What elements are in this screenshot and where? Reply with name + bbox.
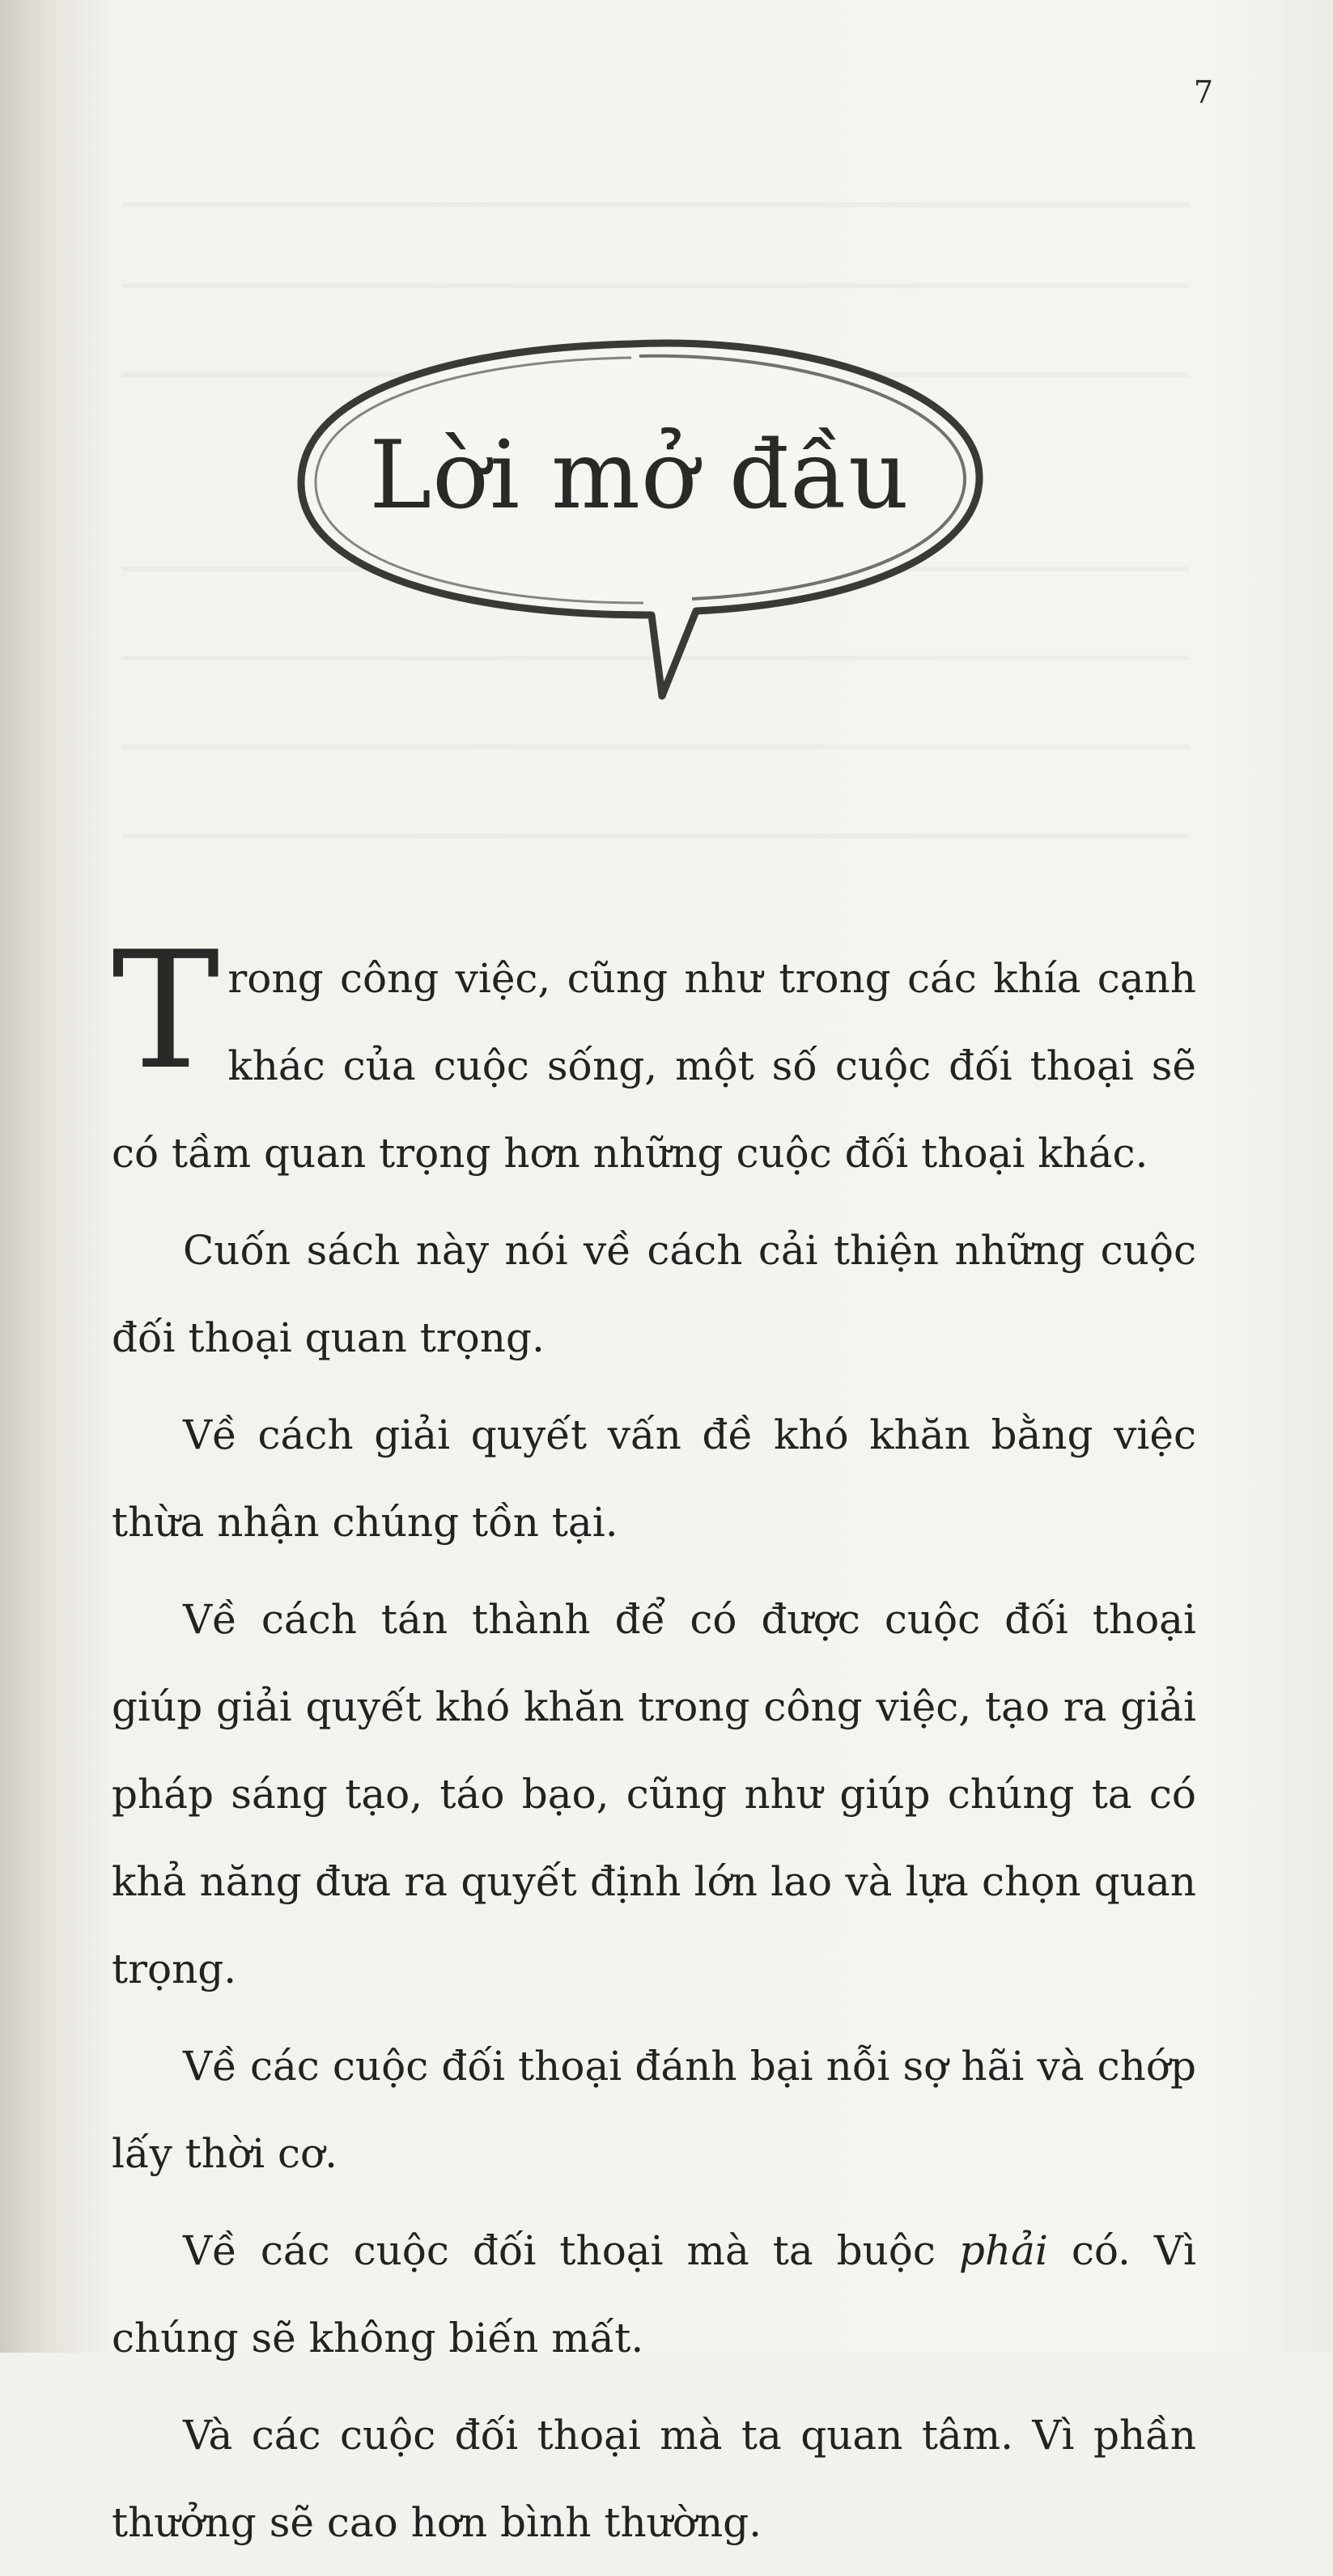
body-text	[112, 917, 1197, 2576]
paragraph-6	[112, 2207, 1196, 2382]
drop-cap: T	[112, 917, 220, 1106]
paragraph-1-text: rong công việc, cũng như trong các khía cạnh khác của cuộc sống, một số cuộc đối thoại sẽ có tầm quan trọng hơn những cuộc đối thoại khác.	[112, 955, 1196, 1177]
chapter-title: Lời mở đầu	[369, 421, 910, 530]
bleed-line	[121, 834, 1190, 838]
paragraph-2: Cuốn sách này nói về cách cải thiện những cuộc đối thoại quan trọng.	[112, 1227, 1196, 1361]
paragraph-1	[112, 917, 1196, 1197]
paragraph-6-text-b: có. Vì chúng sẽ không biến mất.	[112, 2227, 1197, 2362]
paragraph-4: Về cách tán thành để có được cuộc đối thoại giúp giải quyết khó khăn trong công việc, tạo ra giải pháp sáng tạo, táo bạo, cũng như giúp chúng ta có khả năng đưa ra quyết định lớn lao và lựa chọn quan trọng.	[112, 1596, 1196, 1992]
paragraph-3: Về cách giải quyết vấn đề khó khăn bằng việc thừa nhận chúng tồn tại.	[112, 1411, 1196, 1546]
paragraph-6-emphasis: phải	[958, 2227, 1048, 2274]
paragraph-7: Và các cuộc đối thoại mà ta quan tâm. Vì phần thưởng sẽ cao hơn bình thường.	[112, 2412, 1196, 2546]
speech-bubble	[283, 324, 996, 712]
bleed-line	[121, 745, 1190, 749]
page-number: 7	[1193, 74, 1213, 110]
paragraph-6-text-a: Về các cuộc đối thoại mà ta buộc	[183, 2227, 959, 2274]
bleed-line	[121, 202, 1190, 207]
paragraph-5: Về các cuộc đối thoại đánh bại nỗi sợ hãi và chớp lấy thời cơ.	[112, 2043, 1196, 2177]
bleed-line	[121, 283, 1190, 288]
